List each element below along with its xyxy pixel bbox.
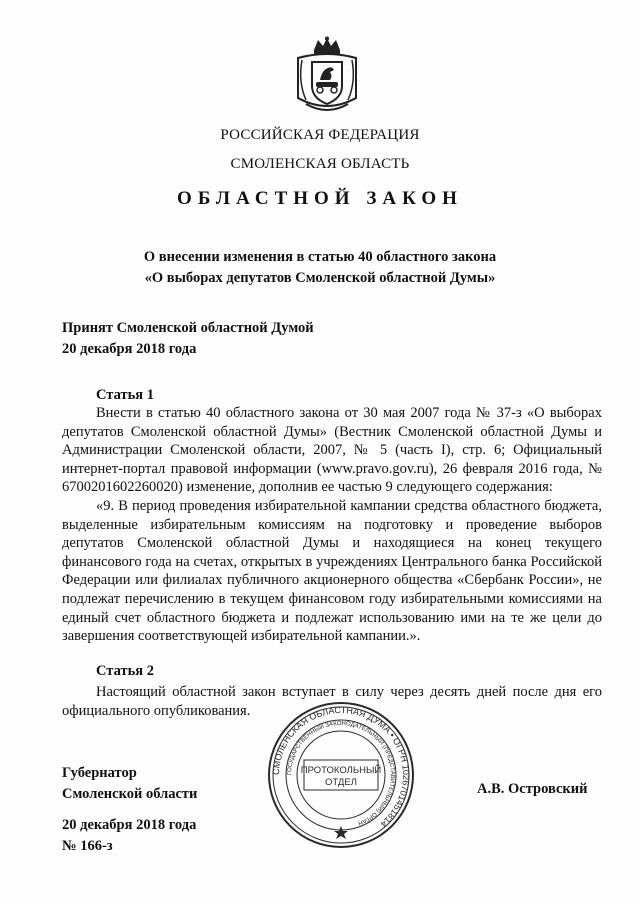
signatory-name: А.В. Островский — [477, 781, 588, 797]
signatory-region: Смоленской области — [62, 786, 198, 802]
country-name: РОССИЙСКАЯ ФЕДЕРАЦИЯ — [220, 127, 420, 143]
article-2-paragraph-1: Настоящий областной закон вступает в силу через десять дней после дня его официального опубликования. — [62, 684, 602, 719]
official-seal — [266, 700, 416, 850]
article-1-heading: Статья 1 — [96, 387, 154, 403]
article-1-paragraph-2: «9. В период проведения избирательной кампании средства областного бюджета, выделенные избирательным комиссиям на подготовку и проведение выборов депутатов Смоленской областной Думы и находящиеся на конец текущего финансового года на счетах, открытых в учреждениях Центрального банка Российской Федерации или филиалах публичного акционерного общества «Сбербанк России», не подлежат перечислению в текущем финансовом году избирательными комиссиями на единый счет областного бюджета и подлежат использованию ими на те же цели до завершения соответствующей избирательной кампании.». — [62, 497, 602, 645]
subject-line-2: «О выборах депутатов Смоленской областной Думы» — [144, 270, 496, 286]
article-1-paragraph-1: Внести в статью 40 областного закона от 30 мая 2007 года № 37-з «О выборах депутатов Смоленской областной Думы» (Вестник Смоленской областной Думы и Администрации Смоленской области, 2007, № 5 (часть I), стр. 6; Официальный интернет-портал правовой информации (www.pravo.gov.ru), 26 февраля 2016 года, № 6700201602260020) изменение, дополнив ее частью 9 следующего содержания: — [62, 405, 602, 496]
law-date: 20 декабря 2018 года — [62, 817, 197, 833]
region-name: СМОЛЕНСКАЯ ОБЛАСТЬ — [230, 156, 410, 172]
seal-center-line-1: ПРОТОКОЛЬНЫЙ — [300, 765, 382, 776]
seal-outer-text: СМОЛЕНСКАЯ ОБЛАСТНАЯ ДУМА • ОГРН 1026701451814 — [270, 704, 412, 830]
seal-star-icon — [334, 826, 348, 839]
adopted-by: Принят Смоленской областной Думой — [62, 320, 314, 336]
article-2-heading: Статья 2 — [96, 663, 154, 679]
seal-inner-text: ГОСУДАРСТВЕННЫЙ ЗАКОНОДАТЕЛЬНЫЙ (ПРЕДСТАВИТЕЛЬНЫЙ) ОРГАН — [286, 720, 396, 826]
seal-center-line-2: ОТДЕЛ — [325, 777, 357, 788]
article-1-body — [62, 404, 602, 646]
subject-line-1: О внесении изменения в статью 40 областного закона — [143, 249, 497, 265]
signatory-position: Губернатор — [62, 765, 137, 781]
law-number: № 166-з — [62, 838, 113, 854]
adoption-note — [62, 318, 314, 360]
document-type-title: ОБЛАСТНОЙ ЗАКОН — [177, 188, 463, 209]
signatory-title — [62, 763, 197, 805]
smolensk-coat-of-arms-icon — [292, 36, 362, 116]
adopted-date: 20 декабря 2018 года — [62, 341, 197, 357]
law-date-number — [62, 815, 196, 857]
law-subject — [0, 247, 640, 289]
